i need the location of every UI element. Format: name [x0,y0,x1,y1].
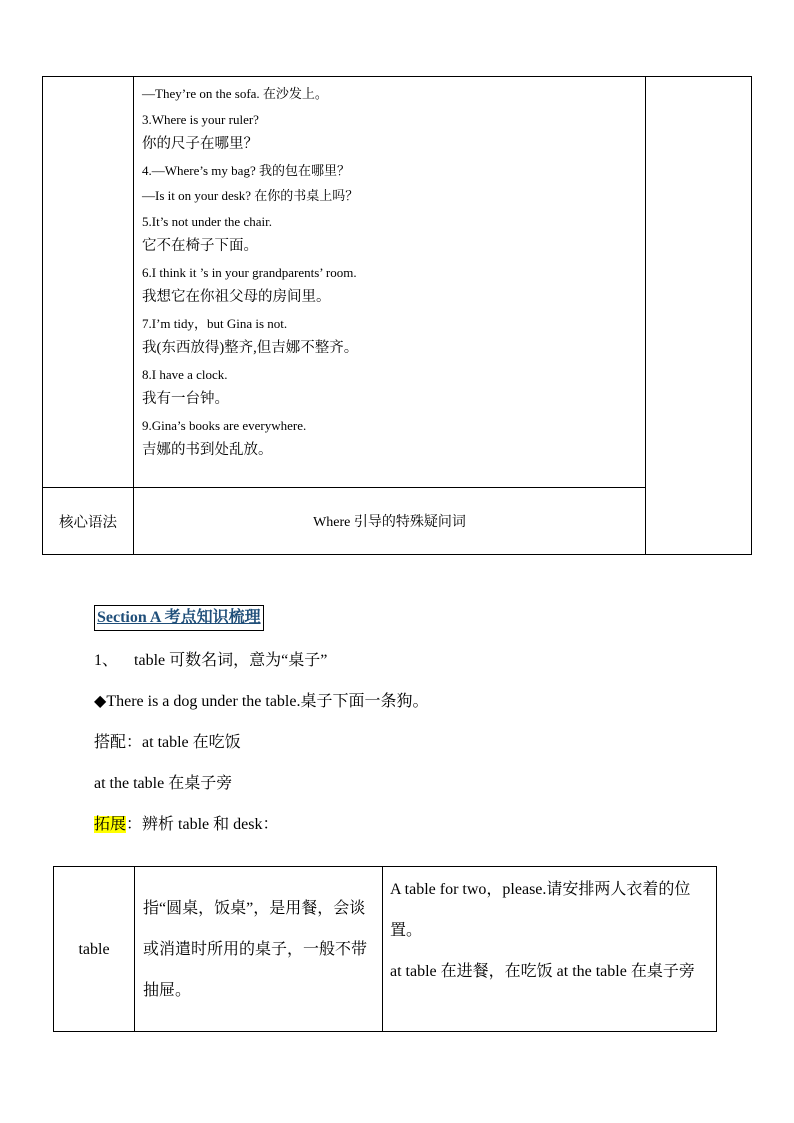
example-text: There is a dog under the table.桌子下面一条狗。 [106,693,429,710]
collocation-label: 搭配： [94,734,143,751]
example-1: A table for two，please.请安排两人衣着的位置。 [390,881,691,939]
sentence-line: 9.Gina’s books are everywhere. [142,417,307,433]
description-cell: 指“圆桌，饭桌”，是用餐，会谈或消遣时所用的桌子，一般不带抽屉。 [135,867,383,1032]
empty-label-cell [43,77,134,488]
comparison-table [53,866,717,1032]
vocabulary-table [42,76,752,555]
sentence-line: 我想它在你祖父母的房间里。 [142,289,331,305]
sentence-line: —Is it on your desk? 在你的书桌上吗？ [142,188,359,203]
sentence-list [142,81,637,464]
sentence-line: 7.I’m tidy，but Gina is not. [142,315,288,331]
sentence-line: 它不在椅子下面。 [142,238,258,254]
point-number: 1、 [94,652,119,669]
sentence-line: —They’re on the sofa. 在沙发上。 [142,86,328,101]
sentence-line: 你的尺子在哪里？ [142,136,258,152]
sentence-line: 8.I have a clock. [142,366,228,382]
sentence-line: 3.Where is your ruler? [142,111,259,127]
sentence-line: 4.—Where’s my bag? 我的包在哪里？ [142,162,350,178]
extension-line [94,814,278,836]
word-cell: table [54,867,135,1032]
sentence-line: 我(东西放得)整齐,但吉娜不整齐。 [142,340,359,356]
collocation-2: at the table 在桌子旁 [94,775,233,792]
sentence-line: 吉娜的书到处乱放。 [142,442,273,458]
section-title: Section A 考点知识梳理 [94,605,264,631]
grammar-value: Where 引导的特殊疑问词 [134,488,646,555]
example-2: at table 在进餐，在吃饭 at the table 在桌子旁 [390,963,695,980]
knowledge-point-1 [94,650,327,672]
sentence-line: 我有一台钟。 [142,391,229,407]
collocation-1: at table 在吃饭 [142,734,241,751]
collocation-line [94,732,241,754]
sentence-line: 5.It’s not under the chair. [142,213,272,229]
sentence-cell [134,77,646,488]
extension-text: ：辨析 table 和 desk： [126,816,279,833]
example-cell [383,867,717,1032]
point-text: table 可数名词，意为“桌子” [134,652,328,669]
extension-label: 拓展 [94,816,127,833]
diamond-bullet-icon: ◆ [94,693,107,710]
example-sentence [94,691,428,713]
sentence-line: 6.I think it ’s in your grandparents’ room. [142,264,357,280]
empty-notes-cell [646,77,752,555]
grammar-label: 核心语法 [43,488,134,555]
